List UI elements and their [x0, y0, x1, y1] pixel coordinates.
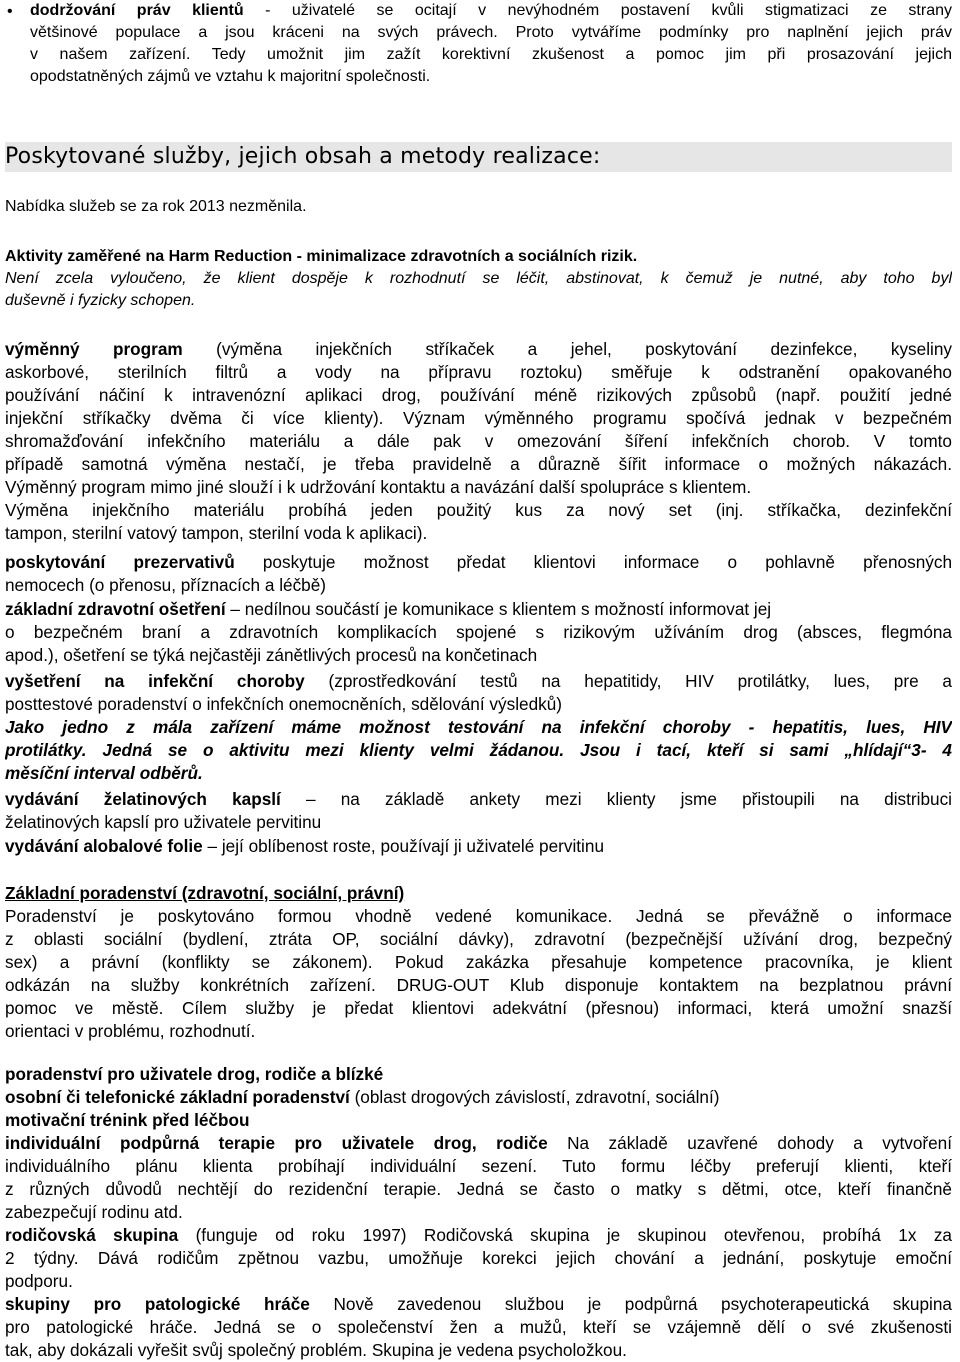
parents-block: poradenství pro uživatele drog, rodiče a blízké osobní či telefonické základní poradenství (oblast drogových závislostí, zdravotní, sociální) motivační trénink před léčbou individuální podpůrná terapie pro uživatele drog, rodiče Na základě uzavřené dohody a vytvoření individuálního plánu klienta probíhají individuální sezení. Tuto formu léčby preferují klienti, kteří z různých důvodů nechtějí do rezidenční terapie. Jedná se často o matky s dětmi, otce, kteří finančně zabezpečují rodinu atd. rodičovská skupina (funguje od roku 1997) Rodičovská skupina je skupinou otevřenou, probíhá 1x za 2 týdny. Dává rodičům zpětnou vazbu, umožňuje korekci jejich chování a jednání, poskytuje emoční podporu. skupiny pro patologické hráče Nově zavedenou službou je podpůrná psychoterapeutická skupina pro patologické hráče. Jedná se o společenství žen a mužů, kteří se vzájemně dělí o své zkušenosti tak, aby dokázali vyřešit svůj společný problém. Skupina je vedena psycholožkou. — [5, 1064, 952, 1360]
individual-lead: individuální podpůrná terapie pro uživatele drog, rodiče — [5, 1133, 548, 1153]
harm-reduction-block: Aktivity zaměřené na Harm Reduction - minimalizace zdravotních a sociálních rizik. Není zcela vyloučeno, že klient dospěje k rozhodnutí se léčit, abstinovat, k čemuž je nutné, aby toho byl duševně i fyzicky schopen. — [5, 248, 952, 309]
condoms-block: poskytování prezervativů poskytuje možnost předat klientovi informace o pohlavně přenosných nemocech (o přenosu, příznacích a léčbě) — [5, 552, 952, 595]
condoms-lead: poskytování prezervativů — [5, 552, 235, 572]
intro-paragraph: • dodržování práv klientů - uživatelé se ocitají v nevýhodném postavení kvůli stigmatizaci ze strany většinové populace a jsou kráceni na svých právech. Proto vytváříme podmínky pro naplnění jejich práv v našem zařízení. Tedy umožnit jim zažít korektivní zkušenost a pomoc jim při prosazování jejich opodstatněných zájmů ve vztahu k majoritní společnosti. — [7, 2, 952, 85]
intro-lead: dodržování práv klientů — [30, 2, 244, 19]
counseling-block: Základní poradenství (zdravotní, sociální, právní) Poradenství je poskytováno formou vhodně vedené komunikace. Jedná se převážně o informace z oblasti sociální (bydlení, ztráta OP, sociální dávky), zdravotní (bezpečnější užívání drog, bezpečný sex) a právní (konflikty se zákonem). Pokud zakázka přesahuje kompetence pracovníka, je klient odkázán na služby konkrétních zařízení. DRUG-OUT Klub disponuje kontaktem na bezplatnou právní pomoc ve městě. Cílem služby je předat klientovi adekvátní (přesnou) informaci, která umožní snazší orientaci v problému, rozhodnutí. — [5, 883, 952, 1041]
parents-title: poradenství pro uživatele drog, rodiče a blízké — [5, 1064, 384, 1084]
counseling-title: Základní poradenství (zdravotní, sociální, právní) — [5, 883, 405, 903]
gamblers-lead: skupiny pro patologické hráče — [5, 1294, 310, 1314]
foil-block: vydávání alobalové folie – její oblíbenost roste, používají ji uživatelé pervitinu — [5, 836, 604, 856]
bullet-icon: • — [7, 3, 13, 20]
group-lead: rodičovská skupina — [5, 1225, 179, 1245]
motivation-training: motivační trénink před léčbou — [5, 1110, 250, 1130]
exchange-lead: výměnný program — [5, 339, 183, 359]
harm-reduction-title: Aktivity zaměřené na Harm Reduction - minimalizace zdravotních a sociálních rizik. — [5, 248, 638, 265]
foil-lead: vydávání alobalové folie — [5, 836, 203, 856]
testing-block: vyšetření na infekční choroby (zprostředkování testů na hepatitidy, HIV protilátky, lues, pre a posttestové poradenství o infekčních onemocněních, sdělování výsledků) Jako jedno z mála zařízení máme možnost testování na infekční choroby - hepatitis, lues, HIV protilátky. Jedná se o aktivitu mezi klienty velmi žádanou. Jsou i tací, kteří si sami „hlídají“3- 4 měsíční interval odběrů. — [5, 671, 952, 783]
offer-note: Nabídka služeb se za rok 2013 nezměnila. — [5, 198, 307, 215]
personal-lead: osobní či telefonické základní poradenství — [5, 1087, 350, 1107]
capsules-lead: vydávání želatinových kapslí — [5, 789, 281, 809]
testing-lead: vyšetření na infekční choroby — [5, 671, 305, 691]
first-aid-block: základní zdravotní ošetření – nedílnou součástí je komunikace s klientem s možností informovat jej o bezpečném braní a zdravotních komplikacích spojené s rizikovým užíváním drog (absces, flegmóna apod.), ošetření se týká nejčastěji zánětlivých procesů na končetinach — [5, 599, 952, 665]
section-heading: Poskytované služby, jejich obsah a metody realizace: — [5, 142, 952, 172]
capsules-block: vydávání želatinových kapslí – na základě ankety mezi klienty jsme přistoupili na distribuci želatinových kapslí pro uživatele pervitinu — [5, 789, 952, 832]
exchange-program: výměnný program (výměna injekčních stříkaček a jehel, poskytování dezinfekce, kyseliny askorbové, sterilních filtrů a vody na přípravu roztoku) směřuje k odstranění opakovaného používání náčiní k intravenózní aplikaci drog, používání méně rizikových způsobů (např. použití jedné injekční stříkačky dvěma či více klienty). Význam výměnného programu spočívá jednak v bezpečném shromažďování infekčního materiálu a dále pak v omezování šíření infekčních chorob. V tomto případě samotná výměna nestačí, je třeba pravidelně a důrazně šířit informace o možných nákazách. Výměnný program mimo jiné slouží i k udržování kontaktu a navázání další spolupráce s klientem. Výměna injekčního materiálu probíhá jeden použitý kus za nový set (inj. stříkačka, dezinfekční tampon, sterilní vatový tampon, sterilní voda k aplikaci). — [5, 339, 952, 543]
first-aid-lead: základní zdravotní ošetření — [5, 599, 226, 619]
